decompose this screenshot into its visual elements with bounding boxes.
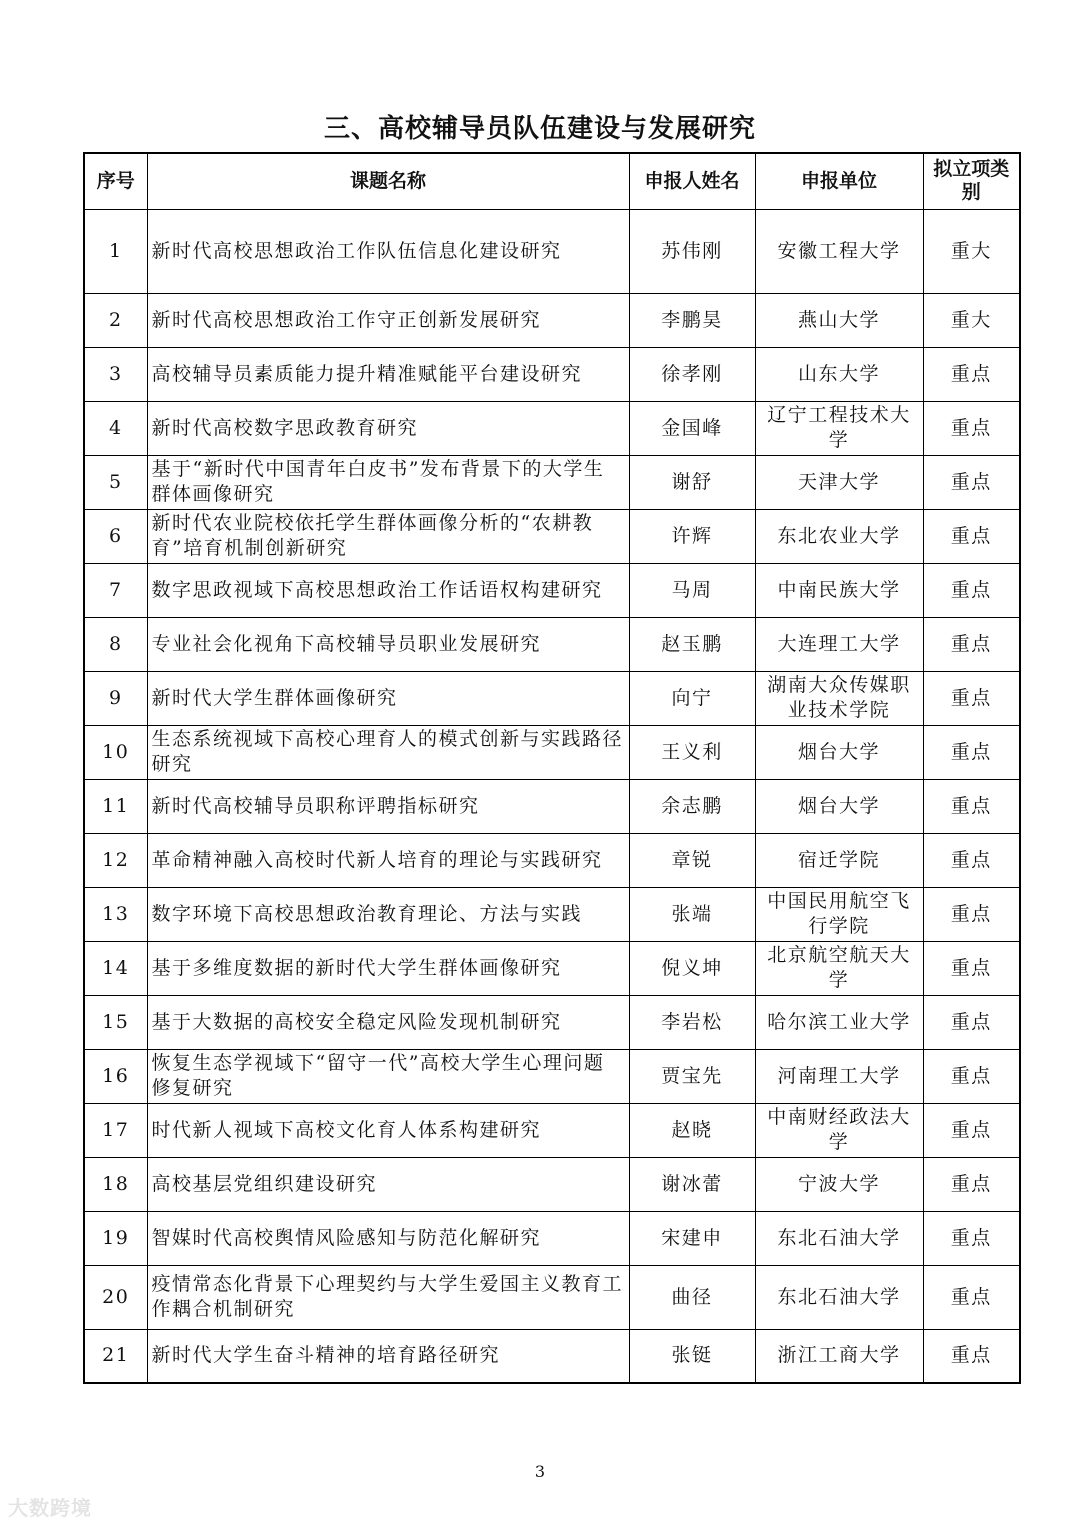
- row-category: 重点: [923, 1157, 1020, 1211]
- table-row: [84, 509, 1020, 563]
- row-category: 重点: [923, 779, 1020, 833]
- table-row: [84, 941, 1020, 995]
- row-unit: 天津大学: [755, 455, 923, 509]
- row-category: 重点: [923, 671, 1020, 725]
- row-project-title: 高校辅导员素质能力提升精准赋能平台建设研究: [147, 347, 629, 401]
- row-project-title: 新时代大学生群体画像研究: [147, 671, 629, 725]
- header-unit: 申报单位: [755, 153, 923, 209]
- row-applicant-name: 李鹏昊: [629, 293, 755, 347]
- table-row: [84, 1211, 1020, 1265]
- row-applicant-name: 李岩松: [629, 995, 755, 1049]
- row-project-title: 新时代高校思想政治工作队伍信息化建设研究: [147, 209, 629, 293]
- row-unit: 宿迁学院: [755, 833, 923, 887]
- table-row: [84, 1265, 1020, 1329]
- row-category: 重点: [923, 617, 1020, 671]
- row-applicant-name: 贾宝先: [629, 1049, 755, 1103]
- row-applicant-name: 曲径: [629, 1265, 755, 1329]
- table-row: [84, 725, 1020, 779]
- row-number: 6: [84, 509, 147, 563]
- row-project-title: 新时代大学生奋斗精神的培育路径研究: [147, 1329, 629, 1383]
- row-number: 4: [84, 401, 147, 455]
- row-applicant-name: 王义利: [629, 725, 755, 779]
- row-number: 8: [84, 617, 147, 671]
- watermark-logo: 大数跨境: [8, 1496, 92, 1520]
- row-category: 重点: [923, 1211, 1020, 1265]
- table-row: [84, 455, 1020, 509]
- header-applicant: 申报人姓名: [629, 153, 755, 209]
- row-project-title: 基于多维度数据的新时代大学生群体画像研究: [147, 941, 629, 995]
- row-project-title: 新时代高校思想政治工作守正创新发展研究: [147, 293, 629, 347]
- table-body: [84, 209, 1020, 1383]
- row-project-title: 时代新人视域下高校文化育人体系构建研究: [147, 1103, 629, 1157]
- table-row: [84, 209, 1020, 293]
- row-number: 18: [84, 1157, 147, 1211]
- row-unit: 大连理工大学: [755, 617, 923, 671]
- row-unit: 东北石油大学: [755, 1265, 923, 1329]
- row-applicant-name: 余志鹏: [629, 779, 755, 833]
- row-number: 19: [84, 1211, 147, 1265]
- row-unit: 湖南大众传媒职业技术学院: [755, 671, 923, 725]
- row-project-title: 数字思政视域下高校思想政治工作话语权构建研究: [147, 563, 629, 617]
- row-number: 21: [84, 1329, 147, 1383]
- row-category: 重点: [923, 887, 1020, 941]
- row-applicant-name: 徐孝刚: [629, 347, 755, 401]
- table-row: [84, 563, 1020, 617]
- row-category: 重点: [923, 401, 1020, 455]
- row-project-title: 基于“新时代中国青年白皮书”发布背景下的大学生群体画像研究: [147, 455, 629, 509]
- row-project-title: 专业社会化视角下高校辅导员职业发展研究: [147, 617, 629, 671]
- row-category: 重点: [923, 509, 1020, 563]
- row-number: 11: [84, 779, 147, 833]
- row-category: 重点: [923, 563, 1020, 617]
- table-row: [84, 779, 1020, 833]
- table-row: [84, 833, 1020, 887]
- project-table: [83, 152, 1021, 1384]
- table-row: [84, 293, 1020, 347]
- row-number: 7: [84, 563, 147, 617]
- row-number: 17: [84, 1103, 147, 1157]
- row-unit: 北京航空航天大学: [755, 941, 923, 995]
- row-applicant-name: 谢冰蕾: [629, 1157, 755, 1211]
- table-row: [84, 401, 1020, 455]
- row-unit: 东北农业大学: [755, 509, 923, 563]
- table-row: [84, 1049, 1020, 1103]
- row-project-title: 新时代高校数字思政教育研究: [147, 401, 629, 455]
- row-applicant-name: 许辉: [629, 509, 755, 563]
- row-project-title: 新时代农业院校依托学生群体画像分析的“农耕教育”培育机制创新研究: [147, 509, 629, 563]
- row-number: 15: [84, 995, 147, 1049]
- row-category: 重大: [923, 209, 1020, 293]
- row-applicant-name: 谢舒: [629, 455, 755, 509]
- row-unit: 中国民用航空飞行学院: [755, 887, 923, 941]
- row-applicant-name: 金国峰: [629, 401, 755, 455]
- row-category: 重点: [923, 995, 1020, 1049]
- row-unit: 哈尔滨工业大学: [755, 995, 923, 1049]
- row-unit: 中南财经政法大学: [755, 1103, 923, 1157]
- row-category: 重点: [923, 1049, 1020, 1103]
- row-category: 重点: [923, 347, 1020, 401]
- row-category: 重点: [923, 455, 1020, 509]
- row-applicant-name: 张端: [629, 887, 755, 941]
- row-project-title: 高校基层党组织建设研究: [147, 1157, 629, 1211]
- table-row: [84, 1103, 1020, 1157]
- row-number: 2: [84, 293, 147, 347]
- header-title: 课题名称: [147, 153, 629, 209]
- row-applicant-name: 张铤: [629, 1329, 755, 1383]
- row-project-title: 新时代高校辅导员职称评聘指标研究: [147, 779, 629, 833]
- table-header-row: [84, 153, 1020, 209]
- row-applicant-name: 赵玉鹏: [629, 617, 755, 671]
- table-row: [84, 995, 1020, 1049]
- row-applicant-name: 向宁: [629, 671, 755, 725]
- row-unit: 东北石油大学: [755, 1211, 923, 1265]
- row-project-title: 数字环境下高校思想政治教育理论、方法与实践: [147, 887, 629, 941]
- header-number: 序号: [84, 153, 147, 209]
- row-applicant-name: 赵晓: [629, 1103, 755, 1157]
- row-unit: 烟台大学: [755, 725, 923, 779]
- row-category: 重点: [923, 833, 1020, 887]
- row-applicant-name: 苏伟刚: [629, 209, 755, 293]
- row-category: 重点: [923, 725, 1020, 779]
- row-unit: 宁波大学: [755, 1157, 923, 1211]
- row-applicant-name: 宋建申: [629, 1211, 755, 1265]
- row-number: 12: [84, 833, 147, 887]
- table-row: [84, 1329, 1020, 1383]
- row-category: 重点: [923, 1103, 1020, 1157]
- row-unit: 河南理工大学: [755, 1049, 923, 1103]
- header-category: 拟立项类别: [923, 153, 1020, 209]
- row-project-title: 革命精神融入高校时代新人培育的理论与实践研究: [147, 833, 629, 887]
- row-unit: 安徽工程大学: [755, 209, 923, 293]
- row-category: 重点: [923, 1265, 1020, 1329]
- page-number: 3: [534, 1462, 546, 1481]
- row-applicant-name: 章锐: [629, 833, 755, 887]
- table-row: [84, 347, 1020, 401]
- row-unit: 山东大学: [755, 347, 923, 401]
- row-project-title: 恢复生态学视域下“留守一代”高校大学生心理问题修复研究: [147, 1049, 629, 1103]
- row-project-title: 智媒时代高校舆情风险感知与防范化解研究: [147, 1211, 629, 1265]
- row-number: 9: [84, 671, 147, 725]
- row-applicant-name: 马周: [629, 563, 755, 617]
- row-number: 13: [84, 887, 147, 941]
- table-row: [84, 887, 1020, 941]
- row-number: 5: [84, 455, 147, 509]
- row-project-title: 疫情常态化背景下心理契约与大学生爱国主义教育工作耦合机制研究: [147, 1265, 629, 1329]
- row-number: 1: [84, 209, 147, 293]
- row-unit: 中南民族大学: [755, 563, 923, 617]
- row-number: 16: [84, 1049, 147, 1103]
- row-category: 重大: [923, 293, 1020, 347]
- row-number: 14: [84, 941, 147, 995]
- row-unit: 烟台大学: [755, 779, 923, 833]
- table-row: [84, 671, 1020, 725]
- row-applicant-name: 倪义坤: [629, 941, 755, 995]
- table-row: [84, 617, 1020, 671]
- row-number: 10: [84, 725, 147, 779]
- row-unit: 辽宁工程技术大学: [755, 401, 923, 455]
- row-number: 3: [84, 347, 147, 401]
- row-project-title: 基于大数据的高校安全稳定风险发现机制研究: [147, 995, 629, 1049]
- row-category: 重点: [923, 941, 1020, 995]
- row-unit: 燕山大学: [755, 293, 923, 347]
- page-title: 三、高校辅导员队伍建设与发展研究: [323, 114, 756, 144]
- row-project-title: 生态系统视域下高校心理育人的模式创新与实践路径研究: [147, 725, 629, 779]
- row-number: 20: [84, 1265, 147, 1329]
- table-row: [84, 1157, 1020, 1211]
- row-category: 重点: [923, 1329, 1020, 1383]
- row-unit: 浙江工商大学: [755, 1329, 923, 1383]
